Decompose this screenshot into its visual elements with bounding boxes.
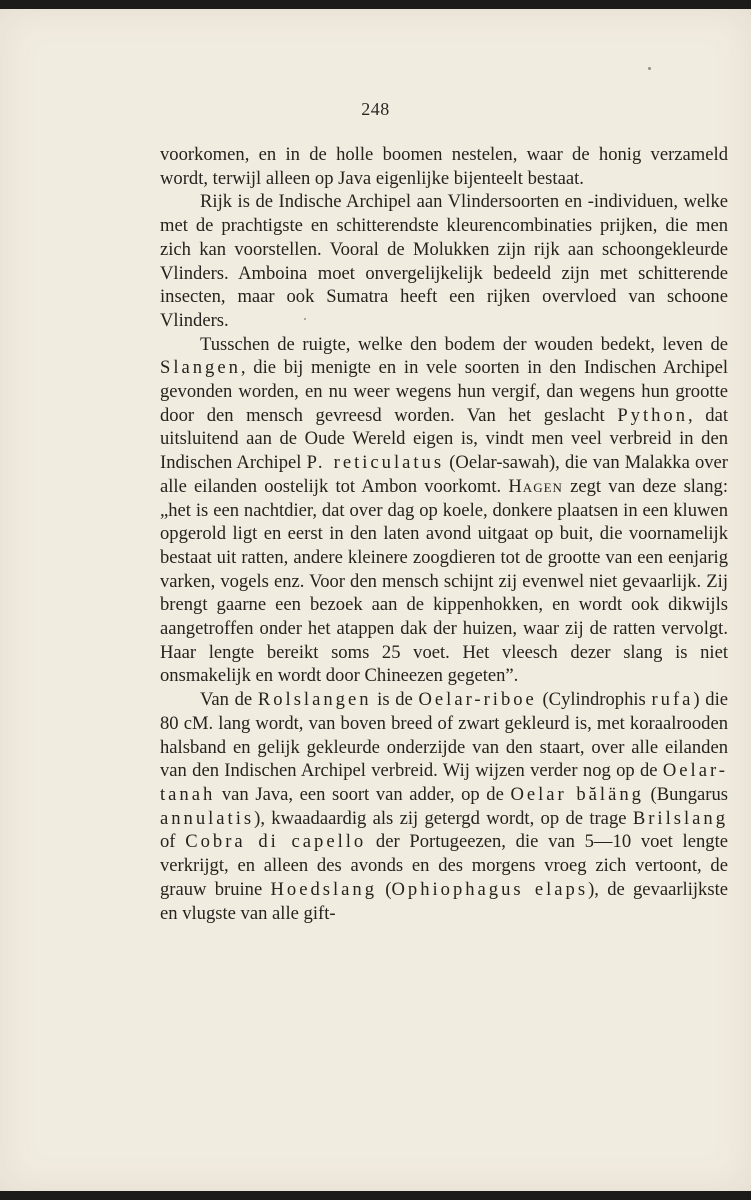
spaced-term: Oelar-tanah [160,760,728,805]
text-run: (Cylindrophis [536,689,652,711]
paragraph [160,333,728,689]
text-run: Tusschen de ruigte, welke den bodem der wouden bedekt, leven de [200,333,728,355]
text-run: ), de gevaarlijkste en vlugste van alle gift- [160,878,728,924]
text-run: is de [371,689,419,711]
text-run: Van de [200,689,258,711]
paper-speck [304,318,306,320]
spaced-term: Oelar băläng [510,783,644,805]
page-number: 248 [361,99,390,119]
text-run: (Oelar-sawah), die van Malakka over alle eilanden oostelijk tot Ambon voorkomt. [160,452,728,497]
paragraph [160,143,728,190]
text-run: , die bij menigte en in vele soorten in den Indischen Archipel gevonden worden, en nu weer wegens hun vergif, dan wegens hun grootte door den mensch gevreesd worden. Van het geslacht [160,357,728,426]
spaced-term: Python [617,404,689,426]
spaced-term: Oelar-riboe [418,689,537,711]
text-run: ), kwaadaardig als zij getergd wordt, op de trage [254,807,633,829]
text-run: voorkomen, en in de holle boomen nestelen, waar de honig verzameld wordt, terwijl alleen op Java eigenlijke bijenteelt bestaat. [160,144,728,189]
text-run: ) die 80 cM. lang wordt, van boven breed of zwart gekleurd is, met koraalrooden halsband en gelijk gekleurde onderzijde van den staart, over alle eilanden van den Indischen Archipel verbreid. Wij wijzen verder nog op de [160,689,728,782]
spaced-term: Ophiophagus elaps [391,878,589,900]
body-text [160,143,728,925]
paper-speck [648,67,651,70]
spaced-term: Brilslang [632,807,728,829]
text-run: Rijk is de Indische Archipel aan Vlindersoorten en -individuen, welke met de prachtigste en schitterendste kleurencombinaties prijken, die men zich kan voorstellen. Vooral de Molukken zijn rijk aan schoongekleurde Vlinders. Amboina moet onvergelijkelijk bedeeld zijn met schitterende insecten, maar ook Sumatra heeft een rijken overvloed van schoone Vlinders. [160,191,728,331]
text-run: der Portugeezen, die van 5—10 voet lengte verkrijgt, en alleen des avonds en des morgens vroeg zich vertoont, de grauw bruine [160,831,728,900]
spaced-term: Hoedslang [270,878,378,900]
text-run: of [160,831,186,853]
paragraph [160,688,728,925]
spaced-term: P. reticulatus [306,452,445,474]
author-name: Hagen [508,475,563,497]
spaced-term: annulatis [160,807,255,829]
text-run: , dat uitsluitend aan de Oude Wereld eigen is, vindt men veel verbreid in den Indischen Archipel [160,404,729,474]
spaced-term: rufa [651,689,694,711]
spaced-term: Cobra di capello [185,831,367,853]
text-run: zegt van deze slang: „het is een nachtdier, dat over dag op koele, donkere plaatsen in een kluwen opgerold ligt en eerst in den laten avond uitgaat op buit, die voornamelijk bestaat uit ratten, andere kleinere zoogdieren tot de grootte van een eenjarig varken, vogels enz. Voor den mensch schijnt zij evenwel niet gevaarlijk. Zij brengt gaarne een bezoek aan de kippenhokken, en wordt ook dikwijls aangetroffen onder het atappen dak der huizen, waar zij de ratten vervolgt. Haar lengte bereikt soms 25 voet. Het vleesch dezer slang is niet onsmakelijk en wordt door Chineezen gegeten”. [160,475,728,687]
book-page [0,9,751,1191]
text-run: van Java, een soort van adder, op de [215,783,511,805]
spaced-term: Slangen [160,357,241,379]
text-run: (Bungarus [643,783,728,805]
paragraph [160,190,728,332]
spaced-term: Rolslangen [257,689,372,711]
text-run: ( [377,878,392,900]
